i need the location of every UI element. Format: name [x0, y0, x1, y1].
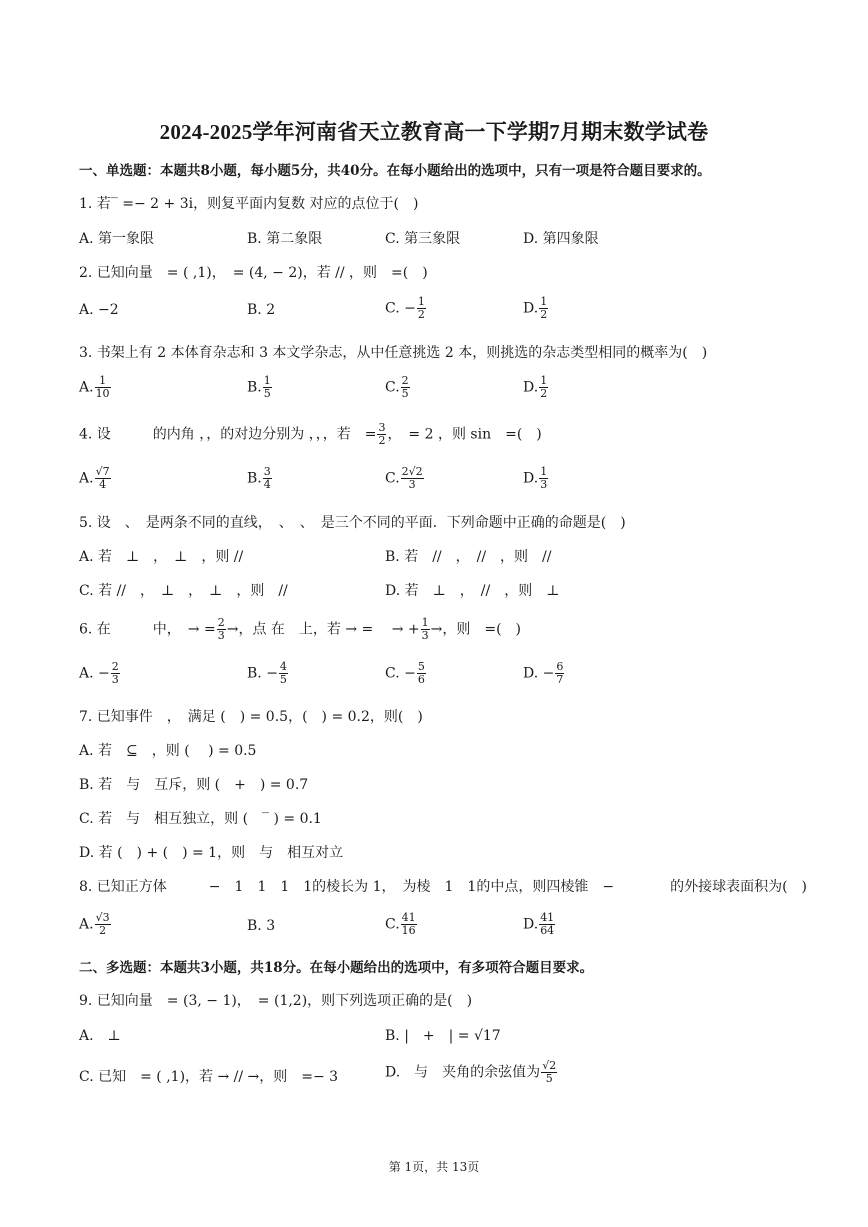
q4-option-a: A. $\frac{√7}{4}$ — [79, 465, 110, 491]
q3-option-a: A. $\frac{1}{10}$ — [79, 374, 110, 400]
q3-option-c: C. $\frac{2}{5}$ — [385, 374, 409, 400]
q6-option-a: A. − $\frac{2}{3}$ — [79, 660, 119, 686]
fraction: $\frac{3}{2}$ — [378, 421, 386, 447]
fraction: $\frac{1}{3}$ — [421, 616, 429, 642]
fraction: $\frac{√3}{2}$ — [95, 911, 110, 937]
q7-option-a: A. 若 ⊆ ，则 ( ) = 0.5 — [79, 743, 257, 759]
fraction: $\frac{1}{2}$ — [417, 295, 425, 321]
q5-option-b: B. 若 // ， // ，则 // — [385, 549, 552, 565]
question-4-stem: 4. 设 的内角 ，，的对边分别为 ，，，若 = $\frac{3}{2}$ ， = 2 ，则 sin =( ) — [79, 421, 542, 447]
q7-option-c: C. 若 与 相互独立，则 ( ‾ ) = 0.1 — [79, 811, 322, 827]
question-6-stem: 6. 在 中， → = $\frac{2}{3}$ →，点 在 上，若 → = → + $\frac{1}{3}$ →，则 =( ) — [79, 616, 522, 642]
fraction: $\frac{1}{5}$ — [263, 374, 271, 400]
fraction: $\frac{2}{5}$ — [401, 374, 409, 400]
fraction: $\frac{2}{3}$ — [111, 660, 119, 686]
q9-option-d: D. 与 夹角的余弦值为 $\frac{√2}{5}$ — [385, 1059, 557, 1085]
q6-option-d: D. − $\frac{6}{7}$ — [523, 660, 564, 686]
q1-option-a: A. 第一象限 — [79, 231, 155, 247]
fraction: $\frac{4}{5}$ — [279, 660, 287, 686]
q5-option-d: D. 若 ⊥ ， // ，则 ⊥ — [385, 583, 560, 599]
question-1-stem: 1. 若‾ =− 2 + 3i，则复平面内复数 对应的点位于( ) — [79, 196, 419, 212]
q6-option-b: B. − $\frac{4}{5}$ — [247, 660, 287, 686]
q4-option-d: D. $\frac{1}{3}$ — [523, 465, 548, 491]
q1-option-c: C. 第三象限 — [385, 231, 461, 247]
fraction: $\frac{1}{2}$ — [540, 374, 548, 400]
question-9-stem: 9. 已知向量 = (3, − 1)， = (1,2)，则下列选项正确的是( ) — [79, 993, 473, 1009]
page-title: 2024-2025学年河南省天立教育高一下学期7月期末数学试卷 — [159, 120, 709, 144]
q6-option-c: C. − $\frac{5}{6}$ — [385, 660, 425, 686]
q8-option-b: B. 3 — [247, 918, 276, 934]
q1-option-b: B. 第二象限 — [247, 231, 323, 247]
fraction: $\frac{√2}{5}$ — [542, 1059, 557, 1085]
fraction: $\frac{6}{7}$ — [556, 660, 564, 686]
q9-option-c: C. 已知 = ( ,1)，若 → // →，则 =− 3 — [79, 1069, 339, 1085]
fraction: $\frac{1}{10}$ — [95, 374, 110, 400]
q5-option-a: A. 若 ⊥ ， ⊥ ，则 // — [79, 549, 244, 565]
fraction: $\frac{1}{2}$ — [540, 295, 548, 321]
fraction: $\frac{5}{6}$ — [417, 660, 425, 686]
q9-option-b: B. | + | = √17 — [385, 1028, 501, 1044]
q8-option-a: A. $\frac{√3}{2}$ — [79, 911, 110, 937]
section-heading-single-choice: 一、单选题：本题共8小题，每小题5分，共40分。在每小题给出的选项中，只有一项是符合题目要求的。 — [79, 163, 711, 179]
section-heading-multiple-choice: 二、多选题：本题共3小题，共18分。在每小题给出的选项中，有多项符合题目要求。 — [79, 960, 594, 976]
q4-option-b: B. $\frac{3}{4}$ — [247, 465, 271, 491]
fraction: $\frac{41}{16}$ — [401, 911, 416, 937]
fraction: $\frac{2√2}{3}$ — [401, 465, 423, 491]
q9-option-a: A. ⊥ — [79, 1028, 121, 1044]
question-2-stem: 2. 已知向量 = ( ,1)， = (4, − 2)，若 // ，则 =( ) — [79, 265, 428, 281]
q2-option-a: A. −2 — [79, 302, 119, 318]
fraction: $\frac{√7}{4}$ — [95, 465, 110, 491]
q3-option-d: D. $\frac{1}{2}$ — [523, 374, 548, 400]
fraction: $\frac{3}{4}$ — [263, 465, 271, 491]
fraction: $\frac{2}{3}$ — [217, 616, 225, 642]
q2-option-d: D. $\frac{1}{2}$ — [523, 295, 548, 321]
q8-option-d: D. $\frac{41}{64}$ — [523, 911, 555, 937]
q5-option-c: C. 若 // ， ⊥ ， ⊥ ，则 // — [79, 583, 288, 599]
question-5-stem: 5. 设 、 是两条不同的直线， 、 、 是三个不同的平面．下列命题中正确的命题是( ) — [79, 515, 626, 531]
q4-option-c: C. $\frac{2√2}{3}$ — [385, 465, 423, 491]
question-3-stem: 3. 书架上有 2 本体育杂志和 3 本文学杂志，从中任意挑选 2 本，则挑选的杂志类型相同的概率为( ) — [79, 345, 708, 361]
q8-option-c: C. $\frac{41}{16}$ — [385, 911, 416, 937]
q7-option-d: D. 若 ( ) + ( ) = 1，则 与 相互对立 — [79, 845, 344, 861]
q3-option-b: B. $\frac{1}{5}$ — [247, 374, 271, 400]
q2-option-c: C. − $\frac{1}{2}$ — [385, 295, 425, 321]
q2-option-b: B. 2 — [247, 302, 276, 318]
q7-option-b: B. 若 与 互斥，则 ( + ) = 0.7 — [79, 777, 309, 793]
q1-option-d: D. 第四象限 — [523, 231, 599, 247]
page-footer: 第 1页，共 13页 — [388, 1160, 480, 1174]
fraction: $\frac{1}{3}$ — [540, 465, 548, 491]
fraction: $\frac{41}{64}$ — [540, 911, 555, 937]
question-8-stem: 8. 已知正方体 − 1 1 1 1的棱长为 1， 为棱 1 1的中点，则四棱锥 − 的外接球表面积为( ) — [79, 879, 807, 895]
question-7-stem: 7. 已知事件 ， 满足 ( ) = 0.5，( ) = 0.2，则( ) — [79, 709, 423, 725]
